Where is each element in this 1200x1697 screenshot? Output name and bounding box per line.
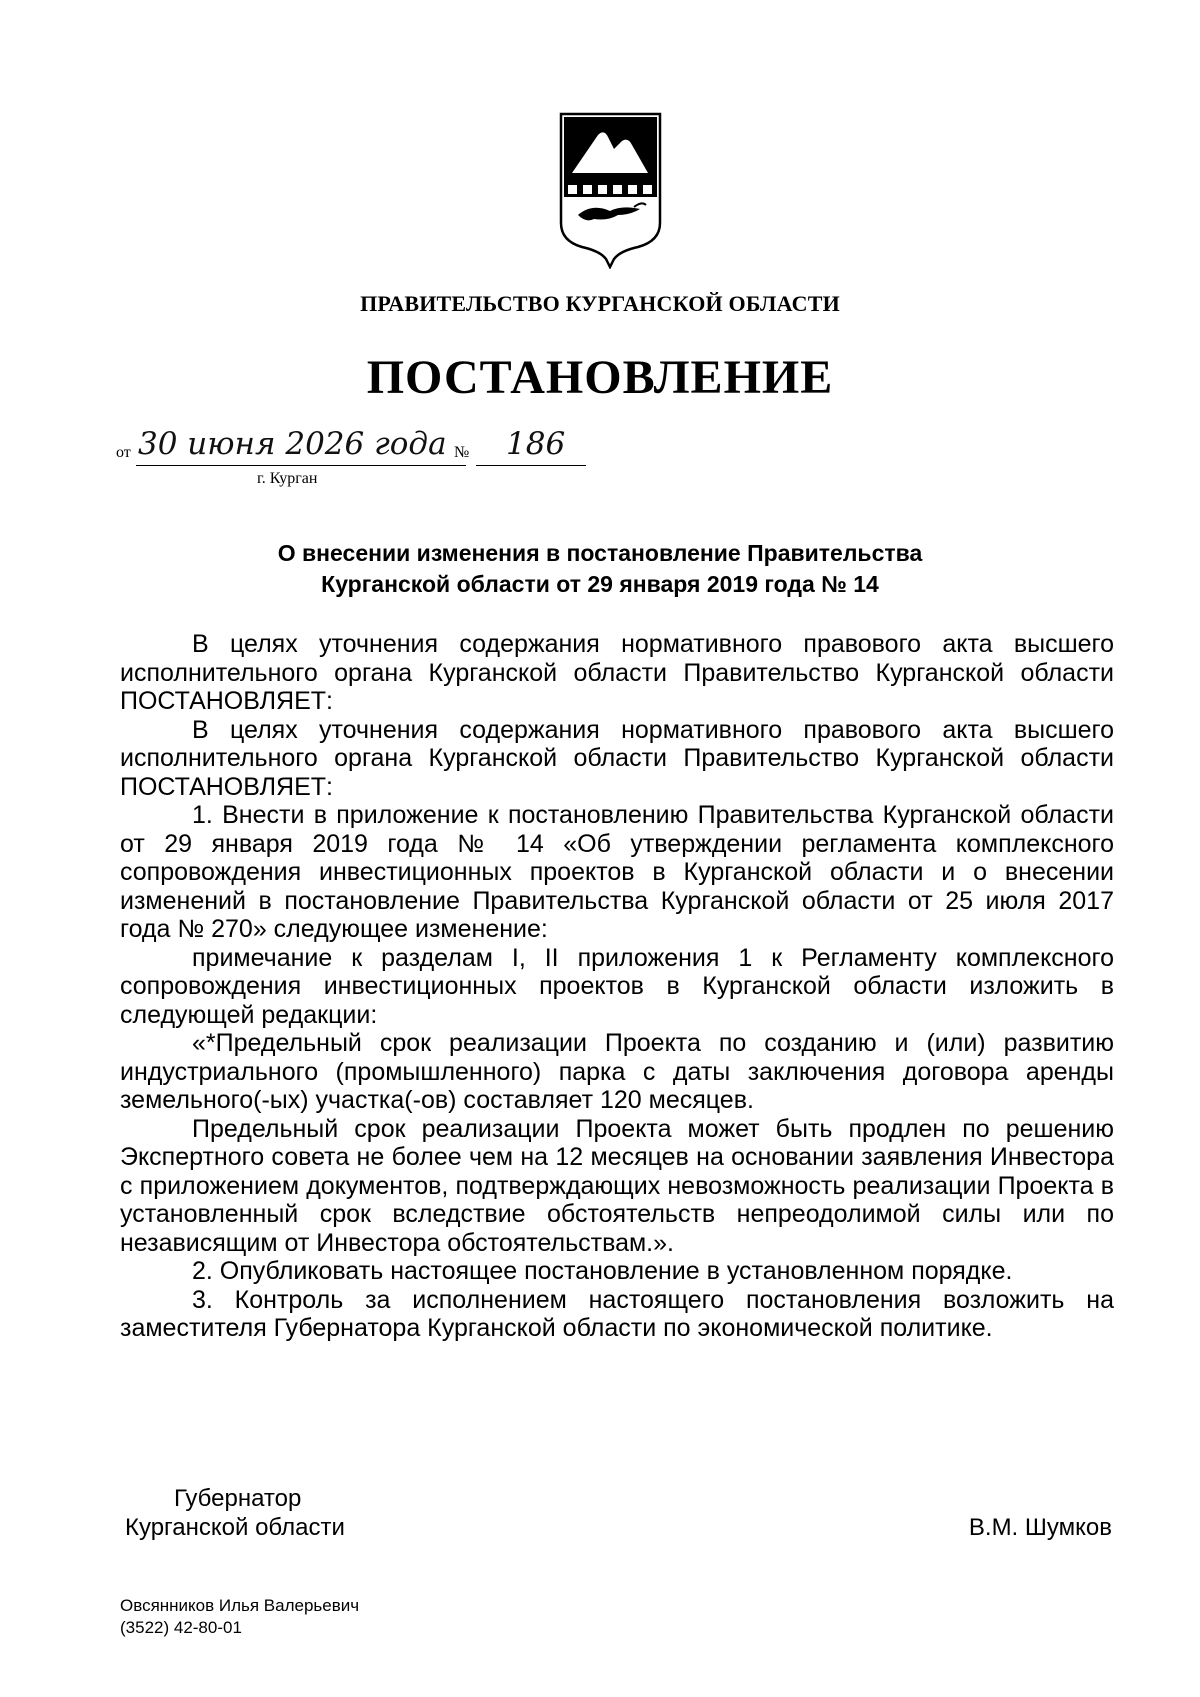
body-paragraph: 2. Опубликовать настоящее постановление в установленном порядке. — [192, 1257, 1013, 1285]
number-label: № — [454, 444, 470, 461]
signatory-name: В.М. Шумков — [968, 1514, 1112, 1541]
subject-line: О внесении изменения в постановление Правительства — [277, 540, 923, 566]
government-title: ПРАВИТЕЛЬСТВО КУРГАНСКОЙ ОБЛАСТИ — [360, 291, 840, 316]
body-paragraph: 1. Внести в приложение к постановлению Правительства Курганской области от 29 января 2019 года № 14 «Об утверждении регламента комплексного сопровождения инвестиционных проектов в Курганской области и о внесении изменений в постановление Правительства Курганской области от 25 июля 2017 года № 270» следующее изменение: — [120, 801, 1114, 943]
subject-line: Курганской области от 29 января 2019 года № 14 — [321, 571, 879, 597]
executor-name: Овсянников Илья Валерьевич — [120, 1596, 360, 1615]
body-paragraph: Предельный срок реализации Проекта может быть продлен по решению Экспертного совета не более чем на 12 месяцев на основании заявления Инвестора с приложением документов, подтверждающих невозможность реализации Проекта в установленный срок вследствие обстоятельств непреодолимой силы или по независящим от Инвестора обстоятельствам.». — [120, 1114, 1114, 1257]
executor-phone: (3522) 42-80-01 — [120, 1618, 242, 1637]
handwritten-number: 186 — [506, 426, 566, 462]
date-underline — [136, 465, 466, 466]
number-underline — [476, 465, 586, 466]
document-type-title: ПОСТАНОВЛЕНИЕ — [366, 351, 834, 404]
registration-line — [116, 426, 636, 470]
document-body — [120, 630, 1114, 1343]
body-paragraph: примечание к разделам I, II приложения 1 к Регламенту комплексного сопровождения инвестиционных проектов в Курганской области изложить в следующей редакции: — [120, 943, 1114, 1029]
body-paragraph: «*Предельный срок реализации Проекта по созданию и (или) развитию индустриального (промышленного) парка с даты заключения договора аренды земельного(-ых) участка(-ов) составляет 120 месяцев. — [120, 1029, 1114, 1114]
city-label: г. Курган — [257, 470, 318, 487]
handwritten-date: 30 июня 2026 года — [138, 426, 447, 462]
signatory-title-line1: Губернатор — [174, 1485, 302, 1512]
body-paragraph: В целях уточнения содержания нормативного правового акта высшего исполнительного органа Курганской области Правительство Курганской области ПОСТАНОВЛЯЕТ: — [120, 715, 1114, 801]
body-paragraph: 3. Контроль за исполнением настоящего постановления возложить на заместителя Губернатора Курганской области по экономической политике. — [120, 1285, 1114, 1342]
signatory-title-line2: Курганской области — [125, 1514, 345, 1541]
date-from-label: от — [116, 444, 131, 461]
body-paragraph: В целях уточнения содержания нормативного правового акта высшего исполнительного органа Курганской области Правительство Курганской области ПОСТАНОВЛЯЕТ: — [120, 630, 1114, 715]
coat-of-arms-icon — [558, 111, 663, 269]
document-subject — [0, 538, 1200, 600]
executor-block — [120, 1595, 359, 1639]
